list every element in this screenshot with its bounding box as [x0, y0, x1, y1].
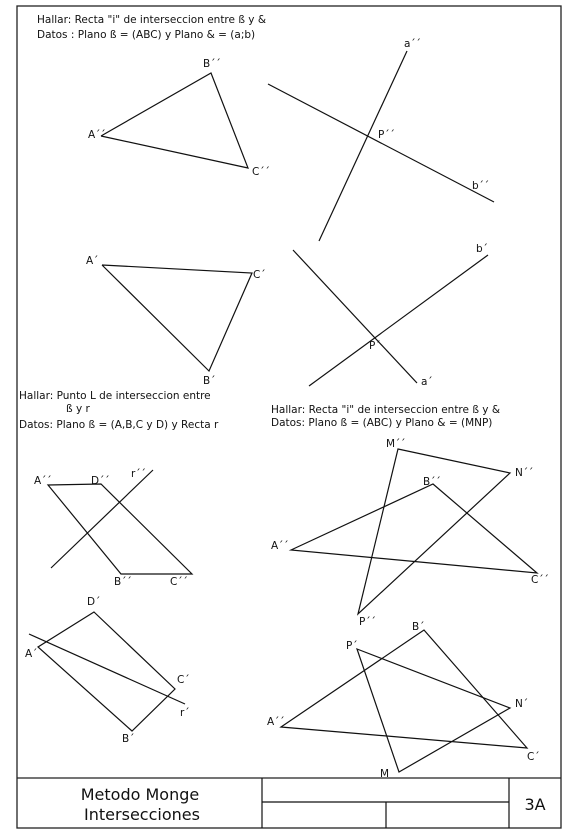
line-b-plan — [309, 255, 488, 386]
label-a1: a´ — [421, 376, 433, 388]
label-C1: C´ — [527, 751, 540, 763]
label-N1: N´ — [515, 698, 529, 710]
title-block — [17, 778, 561, 828]
label-P1: P´ — [369, 340, 381, 352]
label-P2: P´´ — [359, 616, 376, 628]
label-M1: M — [380, 768, 390, 780]
title-line-1: Metodo Monge — [80, 785, 200, 804]
triangle-abc-plan — [102, 265, 252, 371]
label-a2: a´´ — [404, 38, 421, 50]
line-a-plan — [293, 250, 417, 383]
label-C2: C´´ — [170, 576, 188, 588]
label-A2: A´´ — [34, 475, 52, 487]
problem-1-data: Datos : Plano ß = (ABC) y Plano & = (a;b) — [37, 29, 256, 41]
problem-1-statement: Hallar: Recta "i" de interseccion entre ß y & — [37, 14, 267, 26]
label-B2: B´´ — [114, 576, 132, 588]
label-A1: A´ — [86, 255, 99, 267]
label-A2: A´´ — [88, 129, 106, 141]
problem-3-data: Datos: Plano ß = (ABC) y Plano & = (MNP) — [271, 417, 493, 429]
triangle-abc-elevation — [101, 73, 248, 168]
triangle-abc-plan — [281, 630, 527, 748]
label-P1: P´ — [346, 640, 358, 652]
label-A2: A´´ — [271, 540, 289, 552]
sheet-id: 3A — [524, 795, 546, 814]
label-A1: A´´ — [267, 716, 285, 728]
label-C2: C´´ — [531, 574, 549, 586]
problem-1 — [37, 14, 494, 388]
title-line-2: Intersecciones — [84, 805, 200, 824]
line-r-plan — [29, 634, 185, 704]
problem-2-statement: Hallar: Punto L de interseccion entre — [19, 390, 211, 402]
line-b-elevation — [268, 84, 494, 202]
plane-abcd-elevation — [48, 484, 192, 574]
label-B1: B´ — [412, 621, 425, 633]
label-P2: P´´ — [378, 129, 395, 141]
label-M2: M´´ — [386, 438, 406, 450]
label-r2: r´´ — [131, 468, 146, 480]
label-B2: B´´ — [203, 58, 221, 70]
label-B1: B´ — [122, 733, 135, 745]
problem-2 — [19, 390, 219, 745]
label-B1: B´ — [203, 375, 216, 387]
label-D1: D´ — [87, 596, 101, 608]
label-C2: C´´ — [252, 166, 270, 178]
problem-2-data: Datos: Plano ß = (A,B,C y D) y Recta r — [19, 419, 219, 431]
triangle-mnp-plan — [357, 649, 510, 772]
problem-2-statement-cont: ß y r — [66, 403, 90, 415]
triangle-mnp-elevation — [358, 449, 510, 614]
label-b2: b´´ — [472, 180, 490, 192]
triangle-abc-elevation — [291, 484, 537, 573]
problem-3-statement: Hallar: Recta "i" de interseccion entre ß y & — [271, 404, 501, 416]
label-A1: A´ — [25, 648, 38, 660]
label-r1: r´ — [180, 707, 190, 719]
label-B2: B´´ — [423, 476, 441, 488]
label-C1: C´ — [177, 674, 190, 686]
plane-abcd-plan — [38, 612, 175, 731]
label-N2: N´´ — [515, 467, 534, 479]
label-D2: D´´ — [91, 475, 110, 487]
label-b1: b´ — [476, 243, 488, 255]
problem-3 — [267, 404, 549, 780]
line-a-elevation — [319, 51, 407, 241]
label-C1: C´ — [253, 269, 266, 281]
